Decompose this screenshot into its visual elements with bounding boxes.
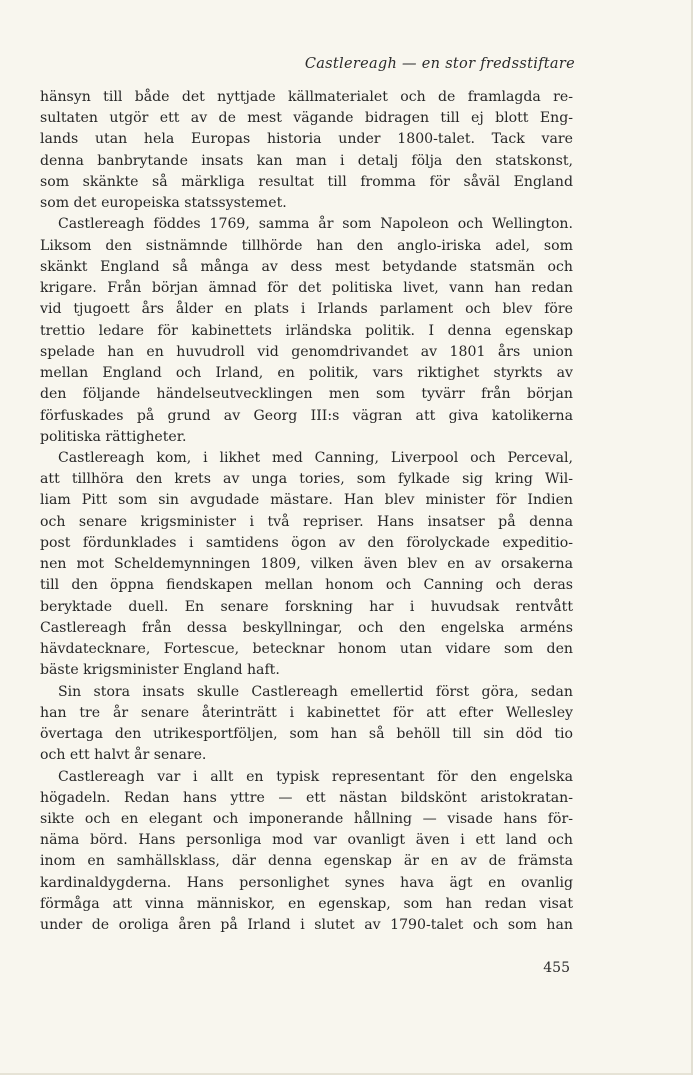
text-line: som skänkte så märkliga resultat till fromma för såväl England [40, 173, 573, 190]
paragraph-1 [40, 87, 573, 214]
text-line: till den öppna fiendskapen mellan honom och Canning och deras [40, 577, 573, 594]
text-line: och senare krigsminister i två repriser. Hans insatser på denna [40, 513, 573, 530]
text-line: nen mot Scheldemynningen 1809, vilken även blev en av orsakerna [40, 556, 573, 573]
text-line: Castlereagh kom, i likhet med Canning, Liverpool och Perceval, [58, 449, 573, 466]
text-line: förfuskades på grund av Georg III:s vägran att giva katolikerna [40, 407, 573, 424]
text-line: att tillhöra den krets av unga tories, som fylkade sig kring Wil- [40, 471, 573, 488]
text-line: inom en samhällsklass, där denna egenskap är en av de främsta [40, 853, 573, 870]
text-line: hänsyn till både det nyttjade källmaterialet och de framlagda re- [40, 89, 573, 105]
text-line: liam Pitt som sin avgudade mästare. Han blev minister för Indien [40, 492, 573, 509]
text-line: denna banbrytande insats kan man i detalj följa den statskonst, [40, 152, 573, 169]
text-line: näma börd. Hans personliga mod var ovanligt även i ett land och [40, 832, 573, 849]
running-header: Castlereagh — en stor fredsstiftare [304, 56, 575, 72]
text-line: han tre år senare återinträtt i kabinettet för att efter Wellesley [40, 704, 573, 721]
text-line: sultaten utgör ett av de mest vägande bidragen till ej blott Eng- [40, 110, 573, 127]
text-line: Liksom den sistnämnde tillhörde han den anglo-iriska adel, som [40, 237, 573, 254]
text-line: Castlereagh föddes 1769, samma år som Napoleon och Wellington. [58, 216, 573, 233]
text-line: post fördunklades i samtidens ögon av den förolyckade expeditio- [40, 534, 573, 551]
text-line: krigare. Från början ämnad för det politiska livet, vann han redan [40, 280, 573, 297]
text-line: den följande händelseutvecklingen men som tyvärr från början [40, 386, 573, 403]
text-line: beryktade duell. En senare forskning har i huvudsak rentvått [40, 598, 573, 615]
text-line: och ett halvt år senare. [40, 747, 207, 764]
text-line: Castlereagh från dessa beskyllningar, och den engelska arméns [40, 619, 573, 636]
text-line: förmåga att vinna människor, en egenskap, som han redan visat [40, 895, 573, 912]
text-line: vid tjugoett års ålder en plats i Irlands parlament och blev före [40, 301, 573, 318]
page-number: 455 [543, 960, 570, 976]
text-line: Sin stora insats skulle Castlereagh emellertid först göra, sedan [58, 683, 573, 700]
text-line: spelade han en huvudroll vid genomdrivandet av 1801 års union [40, 343, 573, 360]
text-line: politiska rättigheter. [40, 428, 187, 445]
text-line: mellan England och Irland, en politik, vars riktighet styrkts av [40, 365, 573, 382]
text-line: hävdatecknare, Fortescue, betecknar honom utan vidare som den [40, 641, 573, 658]
paragraph-5 [40, 767, 573, 937]
paragraph-4 [40, 682, 573, 767]
text-line: skänkt England så många av dess mest betydande statsmän och [40, 258, 573, 275]
text-line: högadeln. Redan hans yttre — ett nästan bildskönt aristokratan- [40, 789, 573, 806]
text-line: Castlereagh var i allt en typisk representant för den engelska [58, 768, 573, 785]
paragraph-3 [40, 448, 573, 682]
paragraph-2 [40, 214, 573, 448]
text-line: kardinaldygderna. Hans personlighet synes hava ägt en ovanlig [40, 874, 573, 891]
body-text [40, 87, 573, 936]
text-line: trettio ledare för kabinettets irländska politik. I denna egenskap [40, 322, 573, 339]
text-line: lands utan hela Europas historia under 1800-talet. Tack vare [40, 131, 573, 148]
text-line: sikte och en elegant och imponerande hållning — visade hans för- [40, 810, 573, 827]
text-line: som det europeiska statssystemet. [40, 195, 287, 212]
text-line: under de oroliga åren på Irland i slutet av 1790-talet och som han [40, 917, 573, 934]
text-line: bäste krigsminister England haft. [40, 662, 280, 679]
text-line: övertaga den utrikesportföljen, som han så behöll till sin död tio [40, 726, 573, 743]
